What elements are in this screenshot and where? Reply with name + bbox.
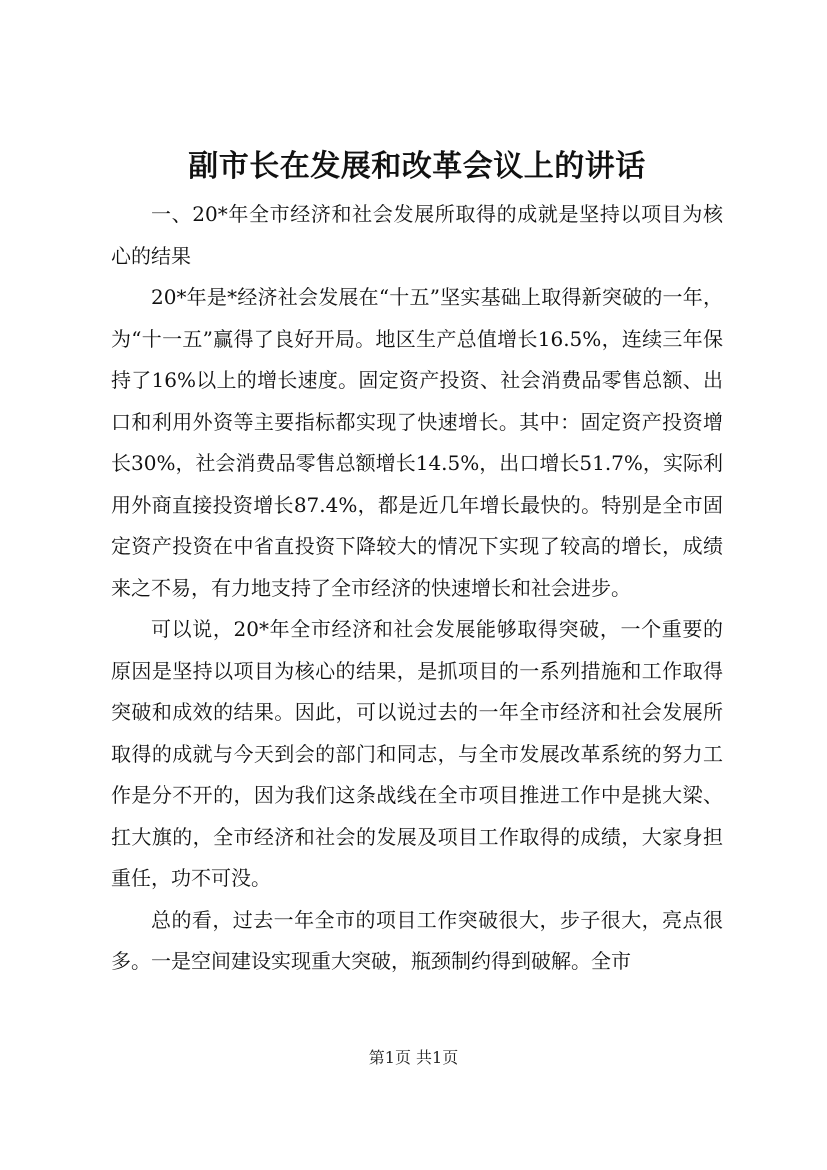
paragraph-3: 总的看，过去一年全市的项目工作突破很大，步子很大，亮点很多。一是空间建设实现重大突破，瓶颈制约得到破解。全市 <box>111 907 723 973</box>
document-title: 副市长在发展和改革会议上的讲话 <box>188 149 646 184</box>
section-heading: 一、20*年全市经济和社会发展所取得的成就是坚持以项目为核心的结果 <box>111 202 723 268</box>
document-body <box>111 140 723 983</box>
page-footer: 第1页 共1页 <box>368 1048 459 1067</box>
paragraph-1: 20*年是*经济社会发展在“十五”坚实基础上取得新突破的一年，为“十一五”赢得了良好开局。地区生产总值增长16.5%，连续三年保持了16%以上的增长速度。固定资产投资、社会消费品零售总额、出口和利用外资等主要指标都实现了快速增长。其中：固定资产投资增长30%，社会消费品零售总额增长14.5%，出口增长51.7%，实际利用外商直接投资增长87.4%，都是近几年增长最快的。特别是全市固定资产投资在中省直投资下降较大的情况下实现了较高的增长，成绩来之不易，有力地支持了全市经济的快速增长和社会进步。 <box>111 285 723 600</box>
paragraph-2: 可以说，20*年全市经济和社会发展能够取得突破，一个重要的原因是坚持以项目为核心的结果，是抓项目的一系列措施和工作取得突破和成效的结果。因此，可以说过去的一年全市经济和社会发展所取得的成就与今天到会的部门和同志，与全市发展改革系统的努力工作是分不开的，因为我们这条战线在全市项目推进工作中是挑大梁、扛大旗的，全市经济和社会的发展及项目工作取得的成绩，大家身担重任，功不可没。 <box>111 617 723 890</box>
